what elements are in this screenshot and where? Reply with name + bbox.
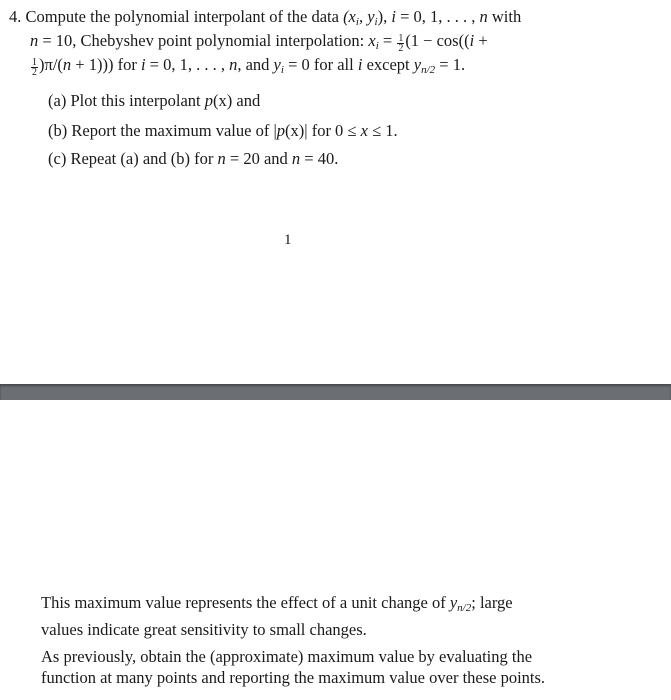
part-c-label: (c) <box>48 149 67 168</box>
paragraph-line: function at many points and reporting the maximum value over these points. <box>41 668 546 687</box>
problem-line-3: $\frac{1}{2}$ )π/(n + 1))) for i = 0, 1, . . . , n, and $y_i = 0$ for all i except $y_{n/2} = 1$. <box>32 55 466 78</box>
part-c: (c) Repeat (a) and (b) for n = 20 and n = 40. <box>48 149 339 168</box>
problem-line-2: n = 10, Chebyshev point polynomial interpolation: $x_i$ = $\frac{1}{2}$ (1 − cos((i + <box>30 31 488 54</box>
problem-line-1: 4. Compute the polynomial interpolant of the data ($x_i$, $y_i$), i = 0, 1, . . . , n with <box>9 7 522 28</box>
page-separator <box>0 384 671 400</box>
part-b: (b) Report the maximum value of |p(x)| for 0 ≤ x ≤ 1. <box>48 121 398 140</box>
page-number: 1 <box>284 232 292 248</box>
part-a-label: (a) <box>48 91 67 110</box>
document-page-2 <box>0 400 671 700</box>
paragraph-procedure <box>41 646 601 688</box>
half-fraction: $\frac{1}{2}$ <box>32 57 37 78</box>
half-fraction: $\frac{1}{2}$ <box>398 33 404 54</box>
paragraph-line: This maximum value represents the effect of a unit change of $y_{n/2}$; large <box>41 593 513 614</box>
paragraph-line: values indicate great sensitivity to small changes. <box>41 620 367 639</box>
paragraph-line: As previously, obtain the (approximate) maximum value by evaluating the <box>41 647 533 666</box>
part-a: (a) Plot this interpolant p(x) and <box>48 91 261 110</box>
paragraph-sensitivity <box>41 592 601 640</box>
problem-number: 4. <box>9 7 22 26</box>
part-b-label: (b) <box>48 121 68 140</box>
